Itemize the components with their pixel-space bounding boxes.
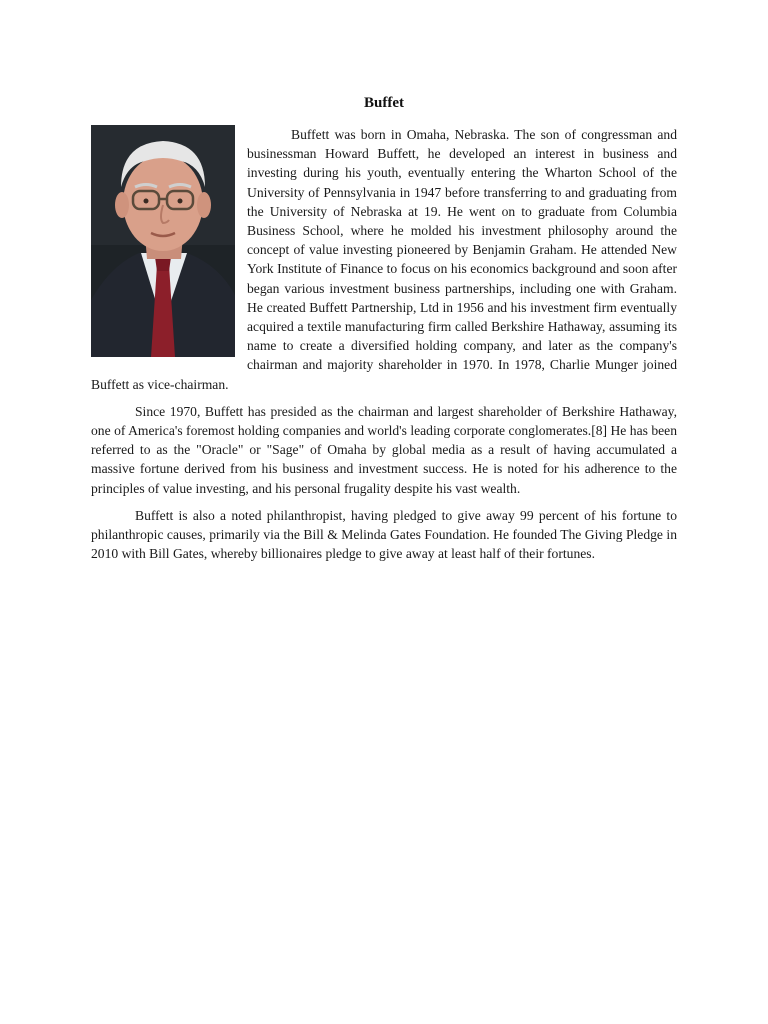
paragraph-philanthropy: Buffett is also a noted philanthropist, having pledged to give away 99 percent of his fortune to philanthropic causes, primarily via the Bill & Melinda Gates Foundation. He founded The Giving Pledge in 2010 with Bill Gates, whereby billionaires pledge to give away at least half of their fortunes. — [91, 507, 677, 562]
document-body — [91, 125, 677, 571]
document-title: Buffet — [364, 95, 404, 111]
portrait-photo — [91, 125, 235, 357]
paragraph-berkshire: Since 1970, Buffett has presided as the chairman and largest shareholder of Berkshire Hathaway, one of America's foremost holding companies and world's leading corporate conglomerates.[8] He has been referred to as the "Oracle" or "Sage" of Omaha by global media as a result of having accumulated a massive fortune derived from his business and investment success. He is noted for his adherence to the principles of value investing, and his personal frugality despite his vast wealth. — [91, 403, 677, 496]
portrait-illustration — [91, 125, 235, 357]
paragraph-early-life: Buffett was born in Omaha, Nebraska. The son of congressman and businessman Howard Buffett, he developed an interest in business and investing during his youth, eventually entering the Wharton School of the University of Pennsylvania in 1947 before transferring to and graduating from the University of Nebraska at 19. He went on to graduate from Columbia Business School, where he molded his investment philosophy around the concept of value investing pioneered by Benjamin Graham. He attended New York Institute of Finance to focus on his economics background and soon after began various investment business partnerships, including one with Graham. He created Buffett Partnership, Ltd in 1956 and his investment firm eventually acquired a textile manufacturing firm called Berkshire Hathaway, assuming its name to create a diversified holding company, and later as the company's chairman and majority shareholder in 1970. In 1978, Charlie Munger joined Buffett as vice-chairman. — [91, 127, 677, 392]
